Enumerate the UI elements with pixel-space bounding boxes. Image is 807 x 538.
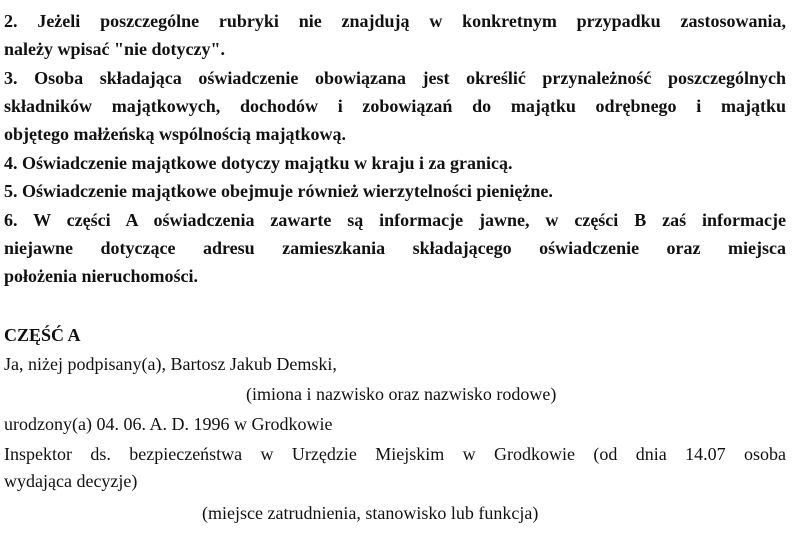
instruction-item-6-line-3: położenia nieruchomości. bbox=[4, 266, 198, 286]
position-line-2: wydająca decyzje) bbox=[4, 471, 138, 491]
instruction-item-2-line-1: 2. Jeżeli poszczególne rubryki nie znajdują w konkretnym przypadku zastosowania, bbox=[4, 11, 786, 31]
instruction-item-6-line-1: 6. W części A oświadczenia zawarte są informacje jawne, w części B zaś informacje bbox=[4, 210, 786, 230]
instruction-item-3-line-3: objętego małżeńską wspólnością majątkową. bbox=[4, 124, 346, 144]
instruction-item-4: 4. Oświadczenie majątkowe dotyczy majątku w kraju i za granicą. bbox=[4, 153, 513, 173]
instruction-item-3-line-2: składników majątkowych, dochodów i zobowiązań do majątku odrębnego i majątku bbox=[4, 96, 786, 116]
name-caption: (imiona i nazwisko oraz nazwisko rodowe) bbox=[246, 384, 557, 404]
position-line-1: Inspektor ds. bezpieczeństwa w Urzędzie Miejskim w Grodkowie (od dnia 14.07 osoba bbox=[4, 444, 786, 464]
instruction-item-2-line-2: należy wpisać "nie dotyczy". bbox=[4, 39, 225, 59]
clipped-previous-line bbox=[4, 0, 9, 10]
instruction-item-3-line-1: 3. Osoba składająca oświadczenie obowiązana jest określić przynależność poszczególnych bbox=[4, 68, 786, 88]
part-a-heading: CZĘŚĆ A bbox=[4, 325, 81, 345]
instruction-item-5: 5. Oświadczenie majątkowe obejmuje również wierzytelności pieniężne. bbox=[4, 181, 553, 201]
instruction-item-6-line-2: niejawne dotyczące adresu zamieszkania składającego oświadczenie oraz miejsca bbox=[4, 238, 786, 258]
declarant-name-line: Ja, niżej podpisany(a), Bartosz Jakub Demski, bbox=[4, 354, 337, 374]
birth-line: urodzony(a) 04. 06. A. D. 1996 w Grodkowie bbox=[4, 414, 333, 434]
position-caption: (miejsce zatrudnienia, stanowisko lub funkcja) bbox=[202, 503, 539, 523]
